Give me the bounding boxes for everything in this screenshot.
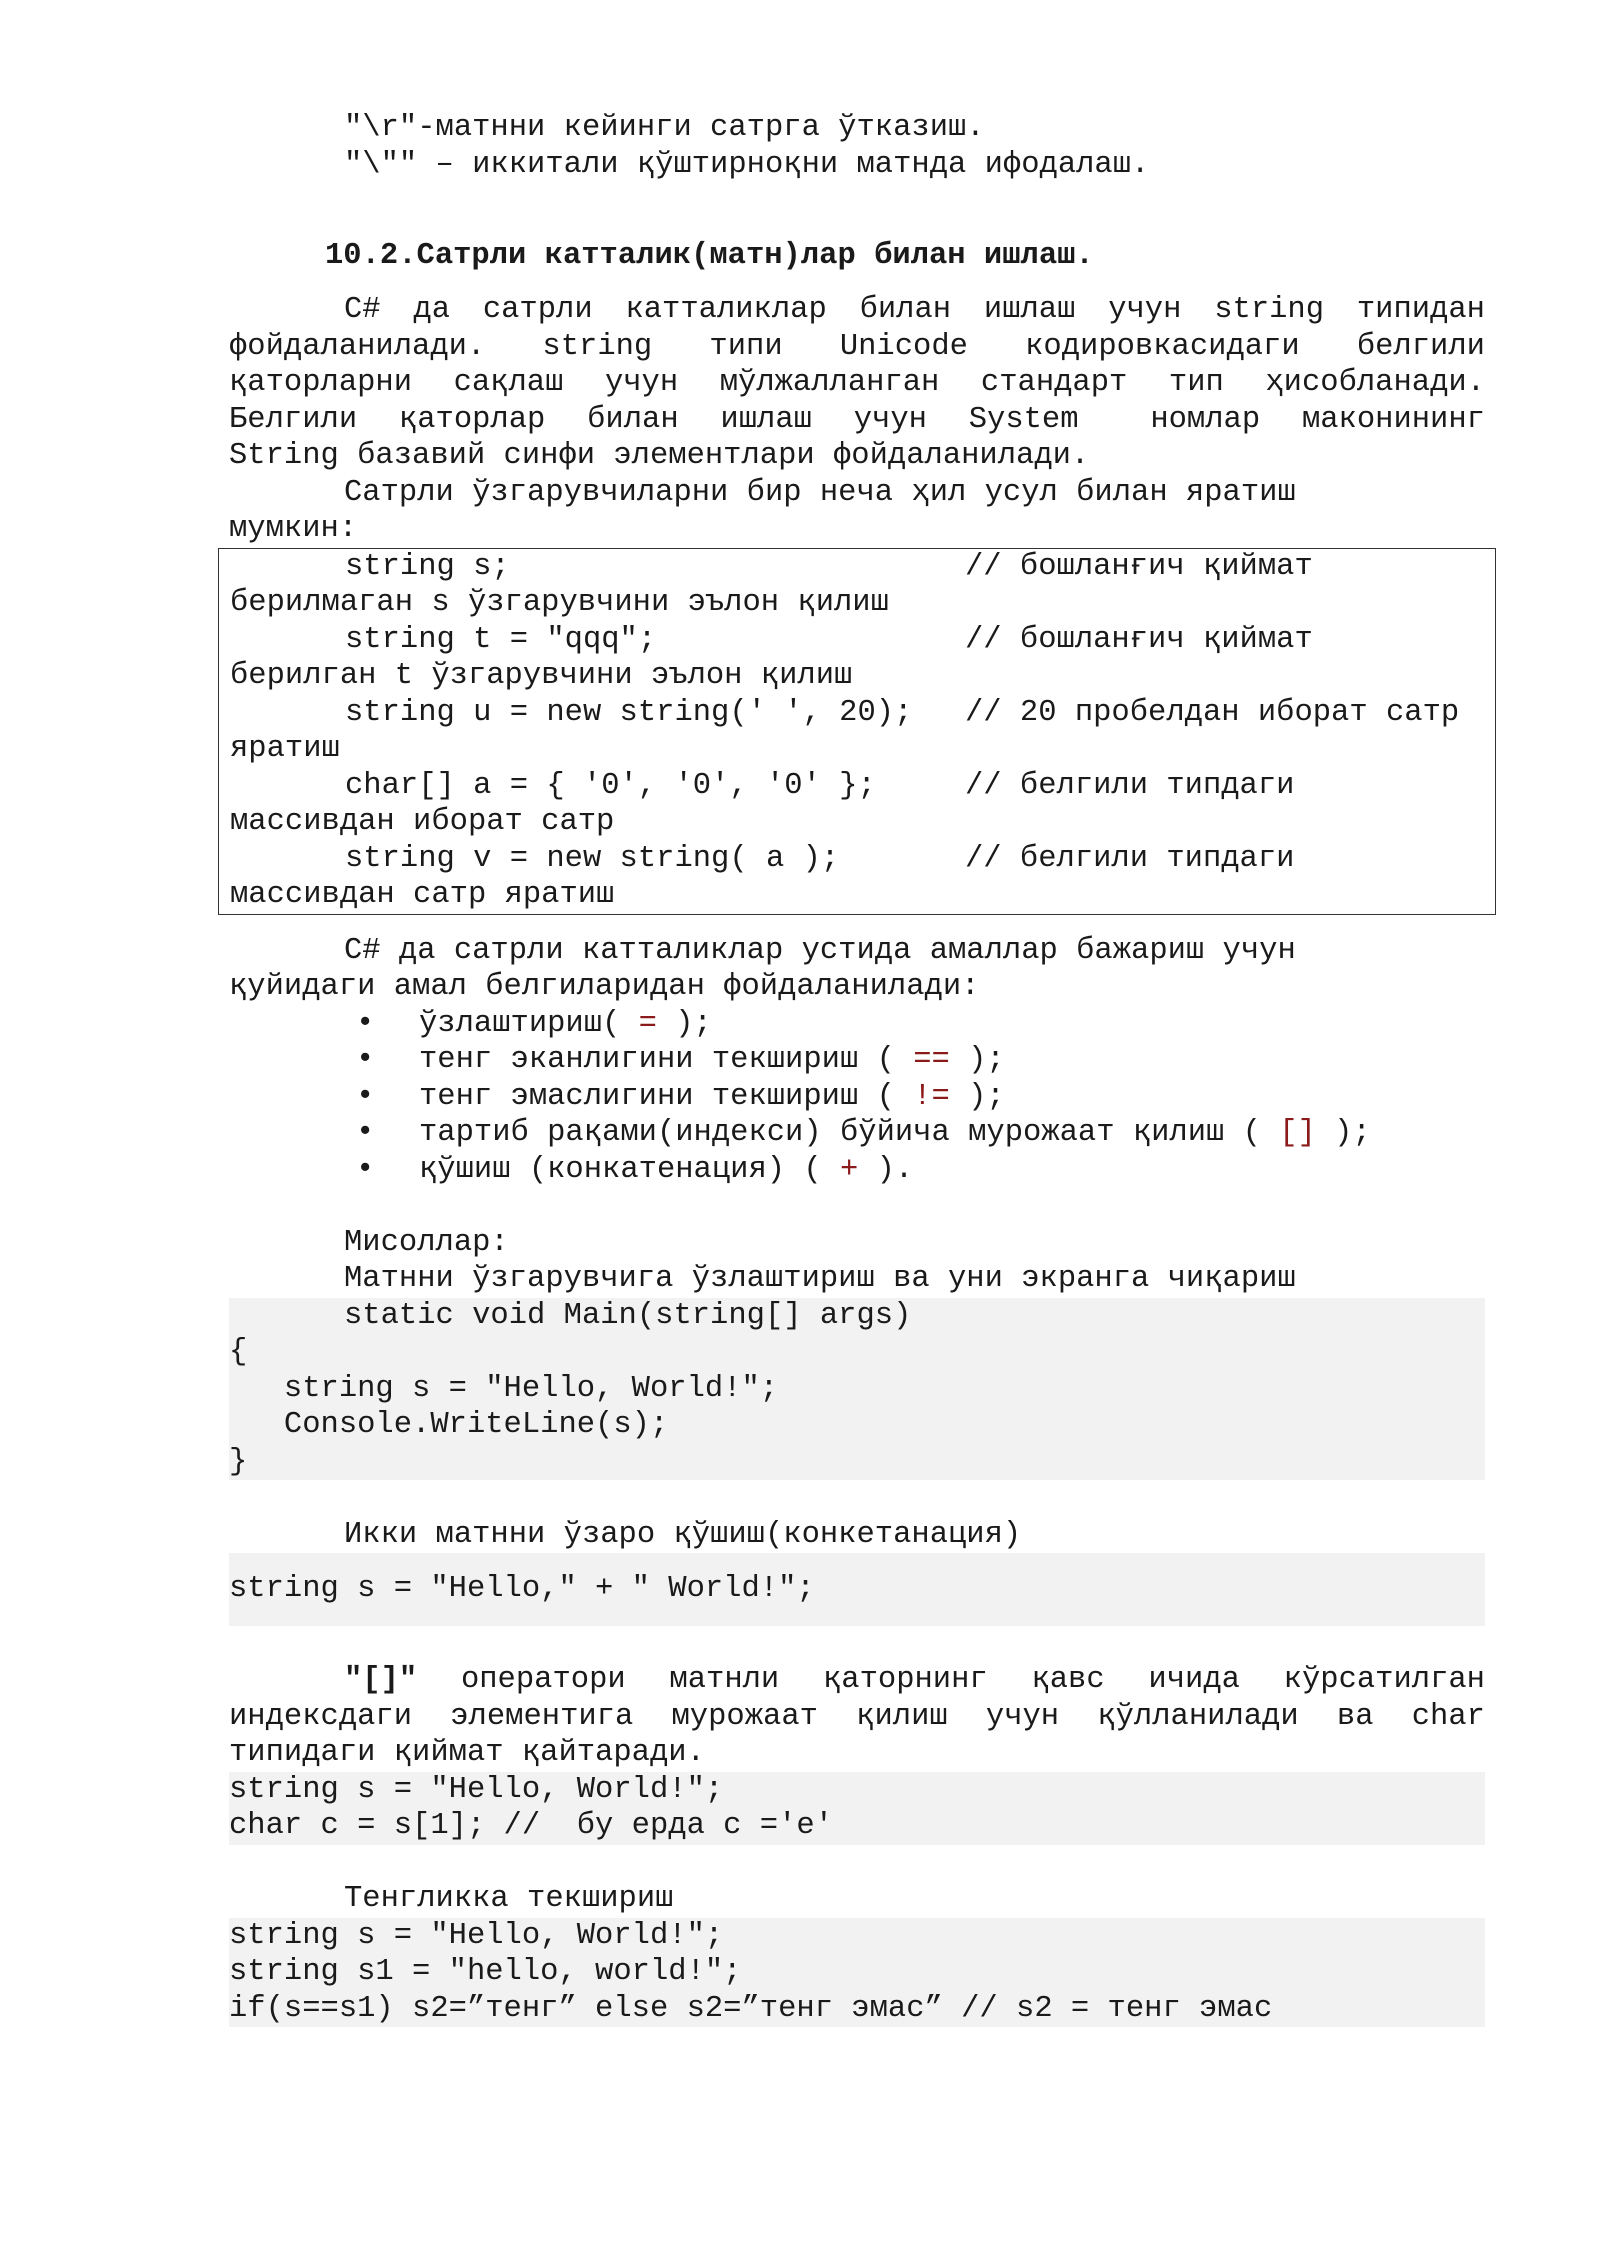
code-line: string s1 = "hello, world!";	[229, 1955, 742, 1989]
example2-code-block	[229, 1553, 1485, 1626]
example4-caption: Тенгликка текшириш	[344, 1882, 674, 1916]
intro-line-2: фойдаланилади. string типи Unicode кодировкасидаги белгили	[229, 329, 1485, 364]
code-line: string s = "Hello, World!";	[229, 1918, 724, 1953]
creation-intro-line-2: мумкин:	[229, 512, 358, 546]
declaration-continuation: яратиш	[230, 732, 340, 766]
index-line-2: индексдаги элементига мурожаат қилиш учун қўлланилади ва char	[229, 1699, 1485, 1734]
declaration-code: char[] a = { '0', '0', '0' };	[345, 768, 876, 803]
list-item: • қўшиш (конкатенация) ( + ).	[356, 1152, 914, 1187]
example4-code-block	[229, 1918, 1485, 2028]
declaration-continuation: берилган t ўзгарувчини эълон қилиш	[230, 659, 853, 693]
index-paragraph	[229, 1662, 1485, 1772]
code-line: {	[229, 1335, 248, 1369]
code-line: string s = "Hello," + " World!";	[229, 1572, 815, 1606]
declaration-row	[230, 549, 1484, 586]
declaration-comment: // бошланғич қиймат	[965, 622, 1313, 657]
declaration-comment: // 20 пробелдан иборат сатр	[965, 695, 1460, 730]
list-item: • ўзлаштириш( = );	[356, 1006, 712, 1041]
declarations-box	[218, 548, 1496, 915]
declaration-code: string u = new string(' ', 20);	[345, 695, 913, 730]
code-line: string s = "Hello, World!";	[229, 1772, 724, 1807]
index-line-1: "[]" оператори матнли қаторнинг қавс ичида кўрсатилган	[344, 1663, 1485, 1697]
declaration-continuation: массивдан иборат сатр	[230, 805, 615, 839]
declaration-row	[230, 622, 1484, 659]
declaration-code: string v = new string( a );	[345, 841, 840, 876]
intro-line-4: Белгили қаторлар билан ишлаш учун System номлар маконининг	[229, 402, 1485, 437]
index-line-3: типидаги қиймат қайтаради.	[229, 1736, 705, 1770]
declaration-comment: // белгили типдаги	[965, 841, 1295, 876]
bullet-icon: •	[356, 1043, 375, 1077]
operations-intro-line-1: C# да сатрли катталиклар устида амаллар бажариш учун	[344, 933, 1296, 968]
bullet-icon: •	[356, 1116, 375, 1150]
section-heading: 10.2.Сатрли катталик(матн)лар билан ишлаш.	[325, 238, 1094, 273]
operations-list	[229, 1006, 1485, 1189]
bullet-icon: •	[356, 1006, 375, 1041]
bullet-icon: •	[356, 1152, 375, 1187]
declaration-row	[230, 841, 1484, 878]
declaration-continuation: берилмаган s ўзгарувчини эълон қилиш	[230, 586, 889, 620]
declaration-code: string t = "qqq";	[345, 622, 657, 657]
code-line: Console.WriteLine(s);	[229, 1408, 669, 1442]
intro-line-3: қаторларни сақлаш учун мўлжалланган стандарт тип ҳисобланади.	[229, 366, 1485, 400]
example1-caption: Матнни ўзгарувчига ўзлаштириш ва уни экранга чиқариш	[344, 1262, 1296, 1296]
declaration-continuation: массивдан сатр яратиш	[230, 878, 615, 912]
intro-line-1: C# да сатрли катталиклар билан ишлаш учун string типидан	[344, 293, 1485, 327]
example3-code-block	[229, 1772, 1485, 1845]
document-page	[229, 110, 1485, 2027]
example2-caption: Икки матнни ўзаро қўшиш(конкетанация)	[344, 1517, 1022, 1552]
code-line: string s = "Hello, World!";	[229, 1371, 779, 1406]
declaration-row	[230, 695, 1484, 732]
examples-label: Мисоллар:	[344, 1225, 509, 1260]
bullet-icon: •	[356, 1079, 375, 1114]
intro-line-5: String базавий синфи элементлари фойдаланилади.	[229, 439, 1090, 473]
list-item: • тенг эканлигини текшириш ( == );	[356, 1043, 1005, 1077]
example1-code-block	[229, 1298, 1485, 1481]
index-operator: "[]"	[344, 1663, 418, 1697]
operations-intro-line-2: қуйидаги амал белгиларидан фойдаланилади:	[229, 970, 980, 1004]
declaration-row	[230, 768, 1484, 805]
declaration-comment: // бошланғич қиймат	[965, 549, 1313, 584]
declaration-code: string s;	[345, 549, 510, 584]
code-line: if(s==s1) s2=”тенг” else s2=”тенг эмас” // s2 = тенг эмас	[229, 1991, 1273, 2026]
code-line: char c = s[1]; // бу ерда c ='e'	[229, 1809, 833, 1843]
code-line: static void Main(string[] args)	[344, 1298, 912, 1333]
list-item: • тартиб рақами(индекси) бўйича мурожаат қилиш ( [] );	[356, 1116, 1371, 1150]
escape-line-quote: "\"" – иккитали қўштирноқни матнда ифодалаш.	[344, 147, 1150, 182]
declaration-comment: // белгили типдаги	[965, 768, 1295, 803]
escape-line-r: "\r"-матнни кейинги сатрга ўтказиш.	[344, 111, 985, 145]
creation-intro-line-1: Сатрли ўзгарувчиларни бир неча ҳил усул билан яратиш	[344, 475, 1296, 510]
intro-paragraph	[229, 292, 1485, 475]
code-line: }	[229, 1444, 248, 1479]
list-item: • тенг эмаслигини текшириш ( != );	[356, 1079, 1005, 1114]
